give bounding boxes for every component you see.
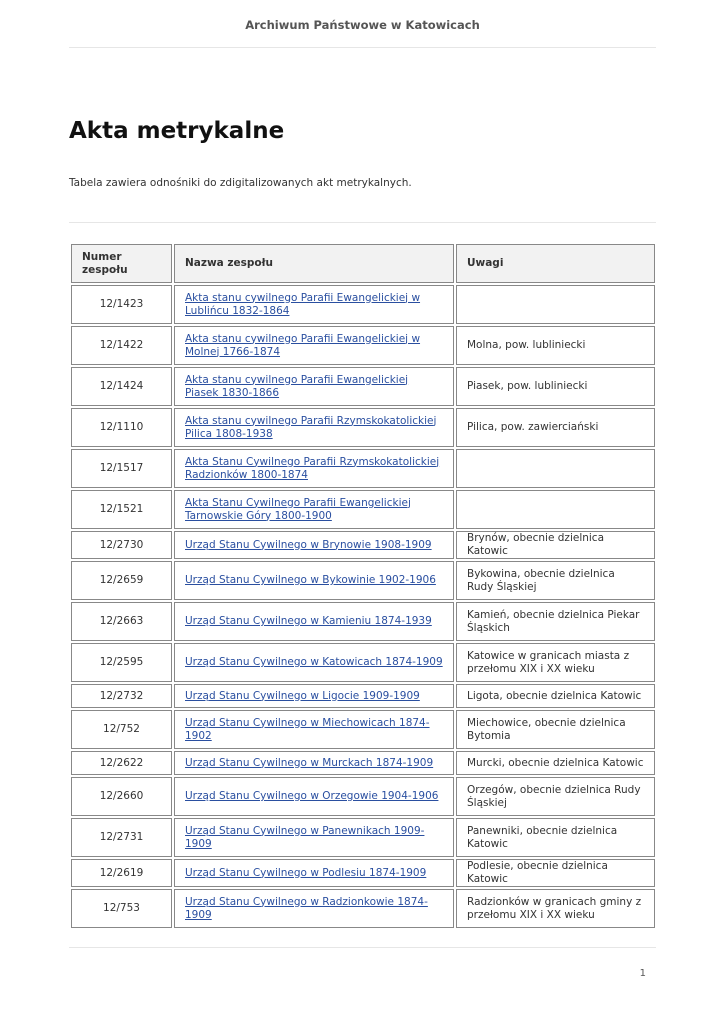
record-notes: Orzegów, obecnie dzielnica Rudy Śląskiej bbox=[456, 777, 655, 816]
record-link[interactable]: Urząd Stanu Cywilnego w Radzionkowie 1874-1909 bbox=[185, 895, 428, 921]
record-link[interactable]: Urząd Stanu Cywilnego w Miechowicach 1874-1902 bbox=[185, 716, 430, 742]
record-number: 12/1423 bbox=[71, 285, 172, 324]
table-row bbox=[71, 367, 655, 406]
record-notes: Pilica, pow. zawierciański bbox=[456, 408, 655, 447]
record-name-cell bbox=[174, 710, 454, 749]
record-link[interactable]: Akta Stanu Cywilnego Parafii Ewangelickiej Tarnowskie Góry 1800-1900 bbox=[185, 496, 411, 522]
record-link[interactable]: Urząd Stanu Cywilnego w Katowicach 1874-1909 bbox=[185, 656, 443, 668]
record-name-cell bbox=[174, 643, 454, 682]
record-number: 12/2732 bbox=[71, 684, 172, 708]
table-row bbox=[71, 889, 655, 928]
record-name-cell bbox=[174, 818, 454, 857]
record-name-cell bbox=[174, 602, 454, 641]
record-name-cell bbox=[174, 859, 454, 887]
record-number: 12/2663 bbox=[71, 602, 172, 641]
table-row bbox=[71, 710, 655, 749]
record-name-cell bbox=[174, 531, 454, 559]
table-row bbox=[71, 643, 655, 682]
table-row bbox=[71, 777, 655, 816]
record-notes: Bykowina, obecnie dzielnica Rudy Śląskiej bbox=[456, 561, 655, 600]
records-table bbox=[69, 242, 657, 930]
column-header-number: Numer zespołu bbox=[71, 244, 172, 283]
record-link[interactable]: Akta stanu cywilnego Parafii Ewangelickiej Piasek 1830-1866 bbox=[185, 373, 409, 399]
record-number: 12/1422 bbox=[71, 326, 172, 365]
record-name-cell bbox=[174, 285, 454, 324]
record-notes: Piasek, pow. lubliniecki bbox=[456, 367, 655, 406]
page-number: 1 bbox=[639, 968, 646, 979]
record-number: 12/753 bbox=[71, 889, 172, 928]
record-notes: Molna, pow. lubliniecki bbox=[456, 326, 655, 365]
record-number: 12/2731 bbox=[71, 818, 172, 857]
table-row bbox=[71, 285, 655, 324]
record-name-cell bbox=[174, 367, 454, 406]
record-notes: Miechowice, obecnie dzielnica Bytomia bbox=[456, 710, 655, 749]
intro-text: Tabela zawiera odnośniki do zdigitalizowanych akt metrykalnych. bbox=[69, 177, 412, 189]
section-divider bbox=[69, 222, 656, 223]
record-notes: Panewniki, obecnie dzielnica Katowic bbox=[456, 818, 655, 857]
table-row bbox=[71, 751, 655, 775]
record-number: 12/2660 bbox=[71, 777, 172, 816]
record-link[interactable]: Urząd Stanu Cywilnego w Panewnikach 1909-1909 bbox=[185, 824, 425, 850]
record-name-cell bbox=[174, 889, 454, 928]
record-notes: Brynów, obecnie dzielnica Katowic bbox=[456, 531, 655, 559]
record-name-cell bbox=[174, 684, 454, 708]
record-link[interactable]: Akta Stanu Cywilnego Parafii Rzymskokatolickiej Radzionków 1800-1874 bbox=[185, 455, 440, 481]
record-link[interactable]: Akta stanu cywilnego Parafii Ewangelickiej w Lublińcu 1832-1864 bbox=[185, 291, 421, 317]
record-name-cell bbox=[174, 408, 454, 447]
record-notes: Murcki, obecnie dzielnica Katowic bbox=[456, 751, 655, 775]
table-row bbox=[71, 859, 655, 887]
record-name-cell bbox=[174, 449, 454, 488]
record-number: 12/1517 bbox=[71, 449, 172, 488]
column-header-name: Nazwa zespołu bbox=[174, 244, 454, 283]
table-row bbox=[71, 408, 655, 447]
column-header-notes: Uwagi bbox=[456, 244, 655, 283]
record-notes bbox=[456, 490, 655, 529]
record-link[interactable]: Urząd Stanu Cywilnego w Kamieniu 1874-1939 bbox=[185, 615, 432, 627]
page-title: Akta metrykalne bbox=[69, 118, 285, 144]
record-link[interactable]: Urząd Stanu Cywilnego w Bykowinie 1902-1906 bbox=[185, 574, 436, 586]
table-row bbox=[71, 326, 655, 365]
record-number: 12/2730 bbox=[71, 531, 172, 559]
record-name-cell bbox=[174, 490, 454, 529]
footer-divider bbox=[69, 947, 656, 948]
record-number: 12/1110 bbox=[71, 408, 172, 447]
record-name-cell bbox=[174, 777, 454, 816]
record-link[interactable]: Urząd Stanu Cywilnego w Orzegowie 1904-1906 bbox=[185, 790, 439, 802]
table-row bbox=[71, 684, 655, 708]
record-number: 12/1424 bbox=[71, 367, 172, 406]
record-name-cell bbox=[174, 561, 454, 600]
table-row bbox=[71, 531, 655, 559]
record-notes: Radzionków w granicach gminy z przełomu XIX i XX wieku bbox=[456, 889, 655, 928]
record-notes: Kamień, obecnie dzielnica Piekar Śląskich bbox=[456, 602, 655, 641]
record-link[interactable]: Urząd Stanu Cywilnego w Brynowie 1908-1909 bbox=[185, 538, 432, 551]
record-number: 12/2595 bbox=[71, 643, 172, 682]
table-row bbox=[71, 449, 655, 488]
header-divider bbox=[69, 47, 656, 48]
record-number: 12/2622 bbox=[71, 751, 172, 775]
record-notes: Katowice w granicach miasta z przełomu XIX i XX wieku bbox=[456, 643, 655, 682]
record-link[interactable]: Akta stanu cywilnego Parafii Rzymskokatolickiej Pilica 1808-1938 bbox=[185, 414, 437, 440]
record-notes: Ligota, obecnie dzielnica Katowic bbox=[456, 684, 655, 708]
record-link[interactable]: Urząd Stanu Cywilnego w Ligocie 1909-1909 bbox=[185, 689, 420, 702]
table-row bbox=[71, 602, 655, 641]
table-row bbox=[71, 561, 655, 600]
archive-name: Archiwum Państwowe w Katowicach bbox=[245, 18, 480, 32]
record-number: 12/1521 bbox=[71, 490, 172, 529]
record-number: 12/2619 bbox=[71, 859, 172, 887]
record-name-cell bbox=[174, 326, 454, 365]
record-notes bbox=[456, 285, 655, 324]
record-notes: Podlesie, obecnie dzielnica Katowic bbox=[456, 859, 655, 887]
table-header-row bbox=[71, 244, 655, 283]
record-link[interactable]: Urząd Stanu Cywilnego w Podlesiu 1874-1909 bbox=[185, 866, 427, 879]
record-number: 12/2659 bbox=[71, 561, 172, 600]
record-notes bbox=[456, 449, 655, 488]
record-link[interactable]: Urząd Stanu Cywilnego w Murckach 1874-1909 bbox=[185, 756, 434, 769]
table-row bbox=[71, 490, 655, 529]
record-link[interactable]: Akta stanu cywilnego Parafii Ewangelickiej w Molnej 1766-1874 bbox=[185, 332, 421, 358]
record-name-cell bbox=[174, 751, 454, 775]
table-row bbox=[71, 818, 655, 857]
record-number: 12/752 bbox=[71, 710, 172, 749]
